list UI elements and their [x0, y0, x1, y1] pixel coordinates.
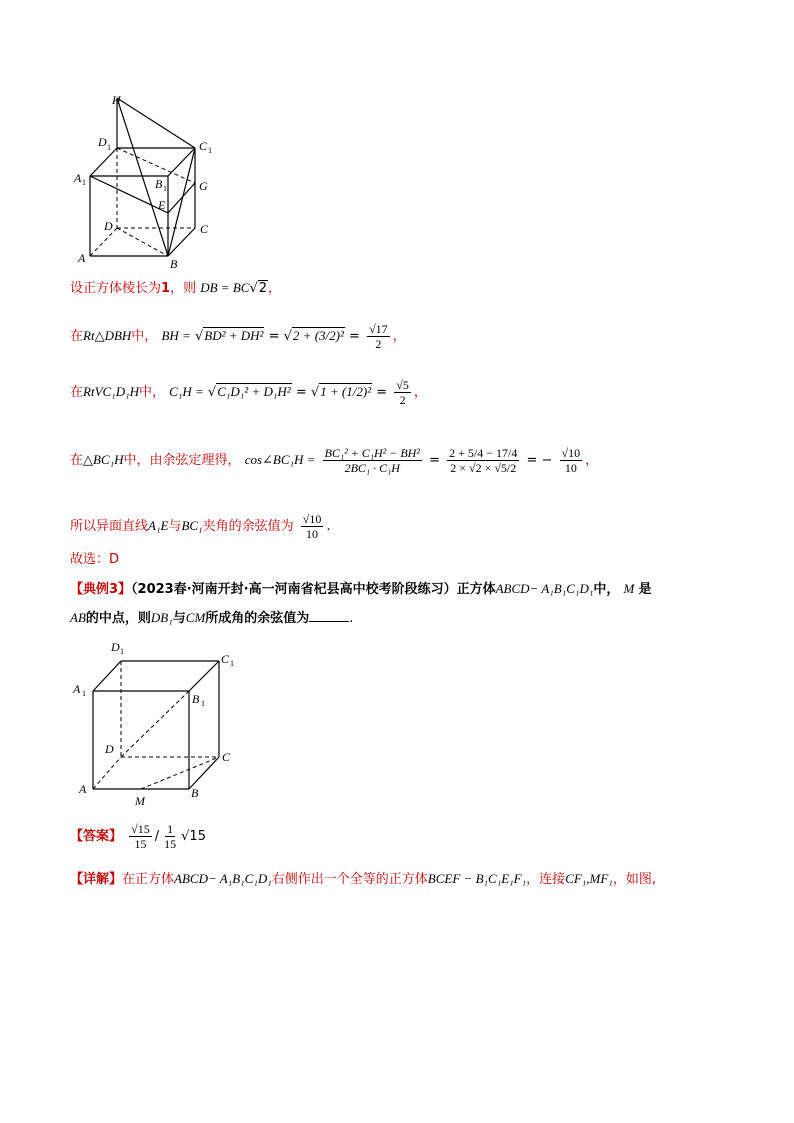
- label2-A: A: [79, 782, 87, 796]
- label2-D: D: [105, 742, 114, 756]
- label-A1: A: [74, 171, 82, 185]
- label-A: A: [78, 251, 86, 265]
- solution-line-4: 在△BC₁H中，由余弦定理得， cos∠BC₁H = $\frac{\text{BC₁² + C₁H² − BH²}}{\text{2BC₁ · C₁H}}$ = $\frac{2 + 5/4 - 17/4}{2 \times √2 \times √5/2}$ = − $\frac{√10}{10}$ ，: [70, 446, 599, 475]
- label-C: C: [200, 222, 209, 236]
- label-D: D: [104, 219, 113, 233]
- svg-text:1: 1: [82, 689, 86, 698]
- solution-choice: 故选：D: [70, 552, 120, 567]
- example3-tag: 【典例3】: [70, 582, 132, 597]
- detail-line: 【详解】在正方体ABCD− A₁B₁C₁D₁右侧作出一个全等的正方体BCEF − B₁C₁E₁F₁，连接CF₁,MF₁，如图,: [70, 871, 656, 887]
- svg-text:1: 1: [208, 146, 212, 155]
- solution-line-5: 所以异面直线A₁E与BC₁夹角的余弦值为 $\frac{√10}{10}$ .: [70, 512, 331, 541]
- example3-line-2: AB的中点，则DB₁与CM所成角的余弦值为 .: [70, 610, 354, 626]
- cube-figure-2: [65, 635, 245, 815]
- svg-text:1: 1: [120, 647, 124, 656]
- label-D1: D: [98, 135, 107, 149]
- label2-A1: A: [73, 682, 81, 696]
- example3-line-1: 【典例3】（2023春·河南开封·高一河南省杞县高中校考阶段练习）正方体ABCD− A₁B₁C₁D₁中， M 是: [70, 581, 652, 597]
- label-B: B: [170, 257, 178, 271]
- svg-text:1: 1: [82, 178, 86, 187]
- label-B1: B: [155, 177, 163, 191]
- label2-B: B: [191, 786, 199, 800]
- solution-line-2: 在Rt△DBH中， BH = √BD² + DH² = √2 + (3/2)² = $\frac{√17}{2}$ ，: [70, 322, 406, 351]
- answer-line: 【答案】 $\frac{√15}{15}$ / $\frac{1}{15}$ √15: [70, 822, 206, 851]
- solution-line-3: 在RtVC₁D₁H中， C₁H = √C₁D₁² + D₁H² = √1 + (1/2)² = $\frac{√5}{2}$ ，: [70, 378, 427, 407]
- svg-text:1: 1: [201, 699, 205, 708]
- label2-M: M: [135, 794, 145, 808]
- label2-C1: C: [221, 652, 230, 666]
- label2-C: C: [222, 750, 231, 764]
- label2-D1: D: [111, 640, 120, 654]
- label-C1: C: [199, 139, 208, 153]
- detail-tag: 【详解】: [70, 872, 123, 887]
- label-G: G: [199, 179, 208, 193]
- answer-tag: 【答案】: [70, 829, 123, 844]
- label2-B1: B: [192, 692, 200, 706]
- label-H: H: [112, 93, 121, 107]
- solution-line-1: 设正方体棱长为1，则 DB = BC√2，: [70, 280, 282, 296]
- svg-text:1: 1: [163, 184, 167, 193]
- cube-figure-1: [60, 88, 230, 273]
- svg-text:1: 1: [107, 143, 111, 152]
- label-E: E: [158, 198, 166, 212]
- answer-blank: [309, 609, 349, 622]
- svg-text:1: 1: [230, 659, 234, 668]
